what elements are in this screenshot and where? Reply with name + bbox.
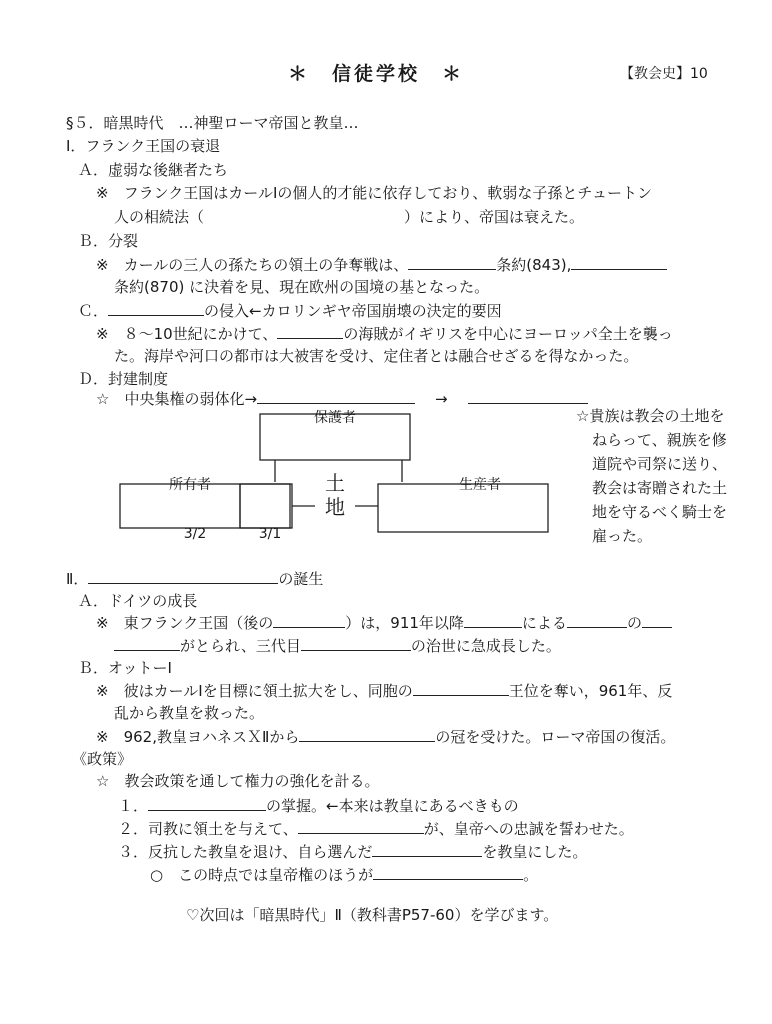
fill-blank[interactable] [114,635,180,651]
part2-a-line1-start: ※ 東フランク王国（後の [96,614,274,632]
fill-blank[interactable] [273,612,345,628]
subject-tag: 【教会史】10 [620,66,708,82]
policy-item-2-suffix: が、皇帝への忠誠を誓わせた。 [423,820,634,838]
arrow: → [435,390,448,408]
part1-heading: Ⅰ．フランク王国の衰退 [66,137,221,155]
owner-label: 所有者 [169,477,211,493]
fill-blank[interactable] [88,568,278,584]
fraction-left: 3/2 [183,526,207,542]
part1-b-heading: Ｂ．分裂 [78,232,139,250]
side-note-line: 雇った。 [592,527,653,545]
part1-a-line2-start: 人の相続法（ [114,208,205,226]
part2-a-line2 [114,635,561,656]
footer-next-lesson: ♡次回は「暗黒時代」Ⅱ（教科書P57-60）を学びます。 [186,906,559,924]
share-box [240,484,292,528]
policy-item-3 [118,841,587,862]
part2-b-line1-start: ※ 彼はカールⅠを目標に領土拡大をし、同胞の [96,682,413,700]
part2-a-line1-mid2: による [521,614,567,632]
part1-d-line1-start: ☆ 中央集権の弱体化→ [96,390,258,408]
policy-item-3-prefix: ３．反抗した教皇を退け、自ら選んだ [118,843,373,861]
fill-blank[interactable] [408,254,496,270]
fill-blank[interactable] [372,841,482,857]
fill-blank[interactable] [277,323,343,339]
land-char-1: 土 [325,471,345,495]
fill-blank[interactable] [298,818,424,834]
protector-label: 保護者 [314,410,356,426]
policy-item-1-prefix: １． [118,797,149,815]
policy-circle-prefix: ○ この時点では皇帝権のほうが [150,866,374,884]
part1-c-suffix: の侵入←カロリンギヤ帝国崩壊の決定的要因 [204,302,502,320]
part1-b-line1-mid: 条約(843), [496,256,572,274]
part1-b-line2: 条約(870) に決着を見、現在欧州の国境の基となった。 [114,278,490,296]
feudal-diagram [110,400,550,545]
fill-blank[interactable] [464,612,522,628]
page-title: ＊ 信徒学校 ＊ [288,63,465,85]
part2-a-line1-end: の [626,614,642,632]
part2-b-line1-end: 王位を奪い，961年、反 [508,682,673,700]
part2-b-line3-end: の冠を受けた。ローマ帝国の復活。 [435,728,676,746]
fill-blank[interactable] [301,635,411,651]
side-note-line: 教会は寄贈された土 [592,479,728,497]
fill-blank[interactable] [148,795,266,811]
policy-circle-suffix: 。 [523,866,539,884]
part1-c-prefix: Ｃ． [78,302,109,320]
policy-item-1-suffix: の掌握。←本来は教皇にあるべきもの [266,797,519,815]
part2-prefix: Ⅱ． [66,570,89,588]
policy-item-3-suffix: を教皇にした。 [482,843,588,861]
producer-label: 生産者 [459,477,501,493]
part1-a-heading: Ａ．虚弱な後継者たち [78,161,229,179]
policy-item-1 [118,795,519,816]
part2-heading [66,568,323,589]
part2-a-line2-end: の治世に急成長した。 [410,637,561,655]
fill-blank[interactable] [642,612,672,628]
fill-blank[interactable] [299,726,435,742]
part1-a-line2 [114,207,584,227]
part1-c-line2: た。海岸や河口の都市は大被害を受け、定住者とは融合せざるを得なかった。 [114,347,639,365]
part1-c-heading [78,300,502,321]
part2-b-line3-start: ※ 962,教皇ヨハネスＸⅡから [96,728,300,746]
side-note-line: ねらって、親族を修 [592,431,727,449]
fraction-right: 3/1 [258,526,282,542]
part1-a-line1: ※ フランク王国はカールⅠの個人的才能に依存しており、軟弱な子孫とチュートン [96,184,652,202]
policy-item-2-prefix: ２．司教に領土を与えて、 [118,820,298,838]
side-note-line: 道院や司祭に送り、 [592,455,728,473]
part2-a-heading: Ａ．ドイツの成長 [78,592,198,610]
part1-d-heading: Ｄ．封建制度 [78,370,169,388]
policy-star: ☆ 教会政策を通して権力の強化を計る。 [96,772,380,790]
fill-blank[interactable] [571,254,667,270]
side-note-line: 地を守るべく騎士を [592,503,728,521]
part2-b-line3 [96,726,675,747]
part1-c-line1-end: の海賊がイギリスを中心にヨーロッパ全土を襲っ [343,325,673,343]
fill-blank[interactable] [413,680,509,696]
policy-circle-note [150,864,538,885]
part2-b-line1 [96,680,672,701]
part1-c-line1 [96,323,673,344]
part1-c-line1-start: ※ ８～10世紀にかけて、 [96,325,278,343]
part1-b-line1 [96,254,667,275]
fill-blank[interactable] [108,300,204,316]
section-heading: §５．暗黒時代 …神聖ローマ帝国と教皇… [66,114,359,132]
fill-blank[interactable] [567,612,627,628]
land-char-2: 地 [325,495,345,519]
part1-a-line2-end: ）により、帝国は衰えた。 [404,208,585,226]
part2-a-line1-mid1: ）は，911年以降 [345,614,464,632]
part2-b-heading: Ｂ．オットーⅠ [78,659,172,677]
part2-a-line1 [96,612,672,633]
policy-heading: 《政策》 [72,750,133,768]
policy-item-2 [118,818,634,839]
side-note-line: ☆貴族は教会の土地を [576,407,725,425]
part2-b-line2: 乱から教皇を救った。 [114,704,265,722]
part2-suffix: の誕生 [278,570,324,588]
part1-b-line1-start: ※ カールの三人の孫たちの領土の争奪戦は、 [96,256,409,274]
fill-blank[interactable] [373,864,523,880]
part2-a-line2-mid: がとられ、三代目 [180,637,301,655]
